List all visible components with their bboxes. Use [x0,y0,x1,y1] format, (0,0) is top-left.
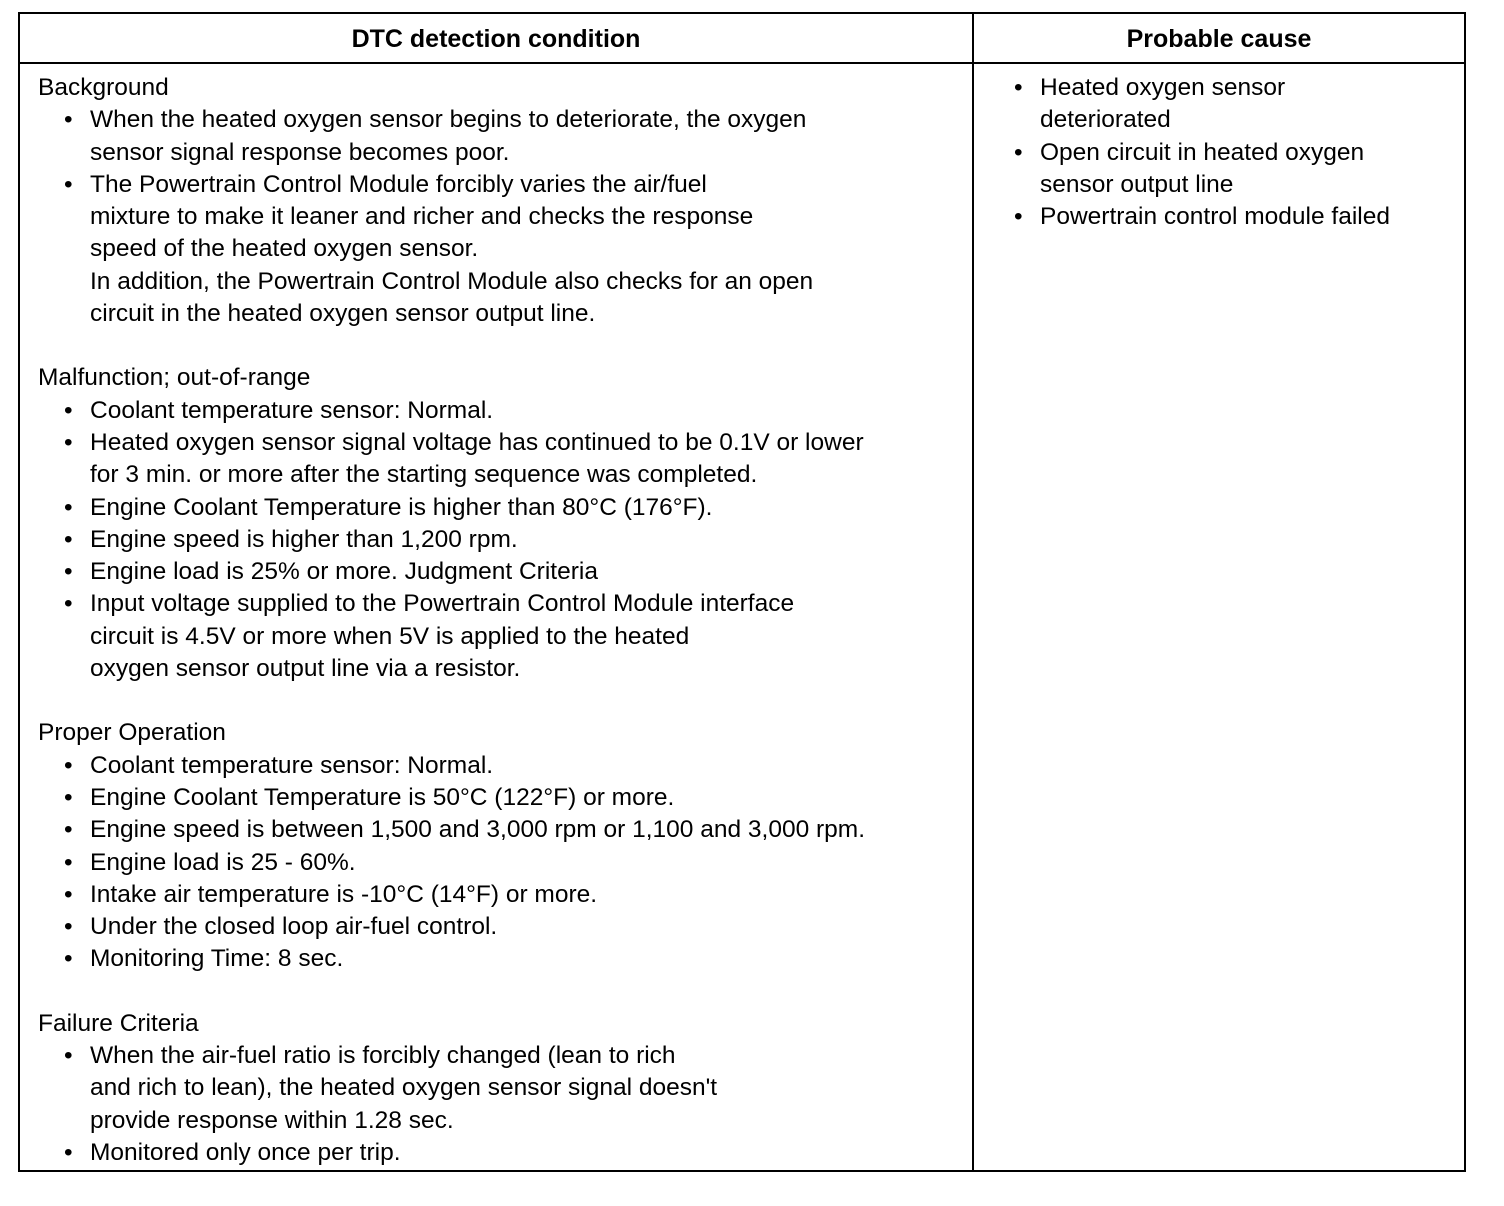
section-title: Proper Operation [38,719,226,747]
section-proper-operation [38,717,958,975]
list-item-line: When the air-fuel ratio is forcibly changed (lean to rich [90,1042,676,1070]
bullet-icon: • [64,880,73,908]
section-failure-criteria [38,1008,958,1169]
list-item-line: Engine speed is between 1,500 and 3,000 rpm or 1,100 and 3,000 rpm. [90,816,866,844]
list-item-line: sensor signal response becomes poor. [90,138,510,166]
list-item-line: and rich to lean), the heated oxygen sensor signal doesn't [90,1074,718,1102]
bullet-icon: • [64,558,73,586]
list-item [38,492,958,524]
list-item-line: Under the closed loop air-fuel control. [90,913,498,941]
bullet-list [38,1040,958,1169]
list-item [38,169,958,330]
list-item-line: speed of the heated oxygen sensor. [90,235,479,263]
detection-condition-cell [38,72,958,1169]
bullet-icon: • [64,816,73,844]
list-item-line: Input voltage supplied to the Powertrain Control Module interface [90,590,795,618]
dtc-table [18,12,1466,1172]
list-item-line: Monitored only once per trip. [90,1138,401,1166]
list-item [38,588,958,685]
header-probable-cause: Probable cause [1126,25,1312,53]
list-item-line: Powertrain control module failed [1040,203,1390,231]
list-item-line: Heated oxygen sensor [1040,74,1286,101]
list-item [38,943,958,975]
bullet-icon: • [1014,203,1023,231]
list-item [38,911,958,943]
list-item-line: Heated oxygen sensor signal voltage has continued to be 0.1V or lower [90,428,864,456]
header-dtc-detection-condition: DTC detection condition [351,25,641,53]
bullet-icon: • [64,848,73,876]
list-item-line: Engine load is 25 - 60%. [90,848,356,876]
bullet-icon: • [64,1042,73,1070]
section-malfunction-out-of-range [38,362,958,685]
bullet-icon: • [64,945,73,973]
bullet-icon: • [64,396,73,424]
column-divider [972,14,974,1170]
bullet-icon: • [64,913,73,941]
probable-cause-cell [1006,72,1456,233]
bullet-icon: • [1014,74,1023,101]
list-item-line: circuit in the heated oxygen sensor output line. [90,300,596,328]
bullet-icon: • [1014,138,1023,166]
list-item-line: When the heated oxygen sensor begins to deteriorate, the oxygen [90,106,807,134]
list-item-line: provide response within 1.28 sec. [90,1106,454,1134]
list-item-line: Intake air temperature is -10°C (14°F) or more. [90,880,598,908]
list-item [38,1137,958,1169]
probable-cause-list [1006,72,1456,233]
list-item-line: oxygen sensor output line via a resistor. [90,655,521,683]
list-item-line: mixture to make it leaner and richer and checks the response [90,203,754,231]
list-item [1006,137,1456,202]
list-item-line: Engine Coolant Temperature is higher than 80°C (176°F). [90,493,713,521]
list-item [38,427,958,492]
list-item-line: Open circuit in heated oxygen [1040,138,1365,166]
list-item [1006,72,1456,137]
section-background [38,72,958,330]
bullet-list [38,750,958,976]
list-item [38,814,958,846]
bullet-icon: • [64,493,73,521]
list-item-line: Engine Coolant Temperature is 50°C (122°F) or more. [90,783,675,811]
bullet-icon: • [64,106,73,134]
list-item [38,524,958,556]
bullet-list [38,104,958,330]
table-header-row [20,14,1464,64]
bullet-icon: • [64,783,73,811]
list-item-line: The Powertrain Control Module forcibly varies the air/fuel [90,170,707,198]
list-item-line: for 3 min. or more after the starting sequence was completed. [90,461,758,489]
list-item-line: Coolant temperature sensor: Normal. [90,751,494,779]
list-item-line: deteriorated [1040,106,1171,134]
bullet-icon: • [64,1138,73,1166]
section-title: Background [38,74,169,101]
list-item-line: Monitoring Time: 8 sec. [90,945,344,973]
list-item [38,782,958,814]
list-item-line: In addition, the Powertrain Control Module also checks for an open [90,267,814,295]
list-item [38,395,958,427]
list-item-line: Engine load is 25% or more. Judgment Criteria [90,558,598,586]
list-item [38,879,958,911]
bullet-icon: • [64,428,73,456]
section-title: Malfunction; out-of-range [38,364,311,392]
list-item [38,750,958,782]
bullet-icon: • [64,590,73,618]
bullet-icon: • [64,751,73,779]
bullet-icon: • [64,170,73,198]
list-item [38,847,958,879]
list-item-line: sensor output line [1040,170,1234,198]
bullet-list [38,395,958,686]
list-item-line: Coolant temperature sensor: Normal. [90,396,494,424]
section-title: Failure Criteria [38,1009,199,1037]
list-item [38,1040,958,1137]
list-item [1006,201,1456,233]
list-item-line: circuit is 4.5V or more when 5V is applied to the heated [90,622,690,650]
list-item [38,104,958,169]
list-item-line: Engine speed is higher than 1,200 rpm. [90,525,518,553]
list-item [38,556,958,588]
bullet-icon: • [64,525,73,553]
